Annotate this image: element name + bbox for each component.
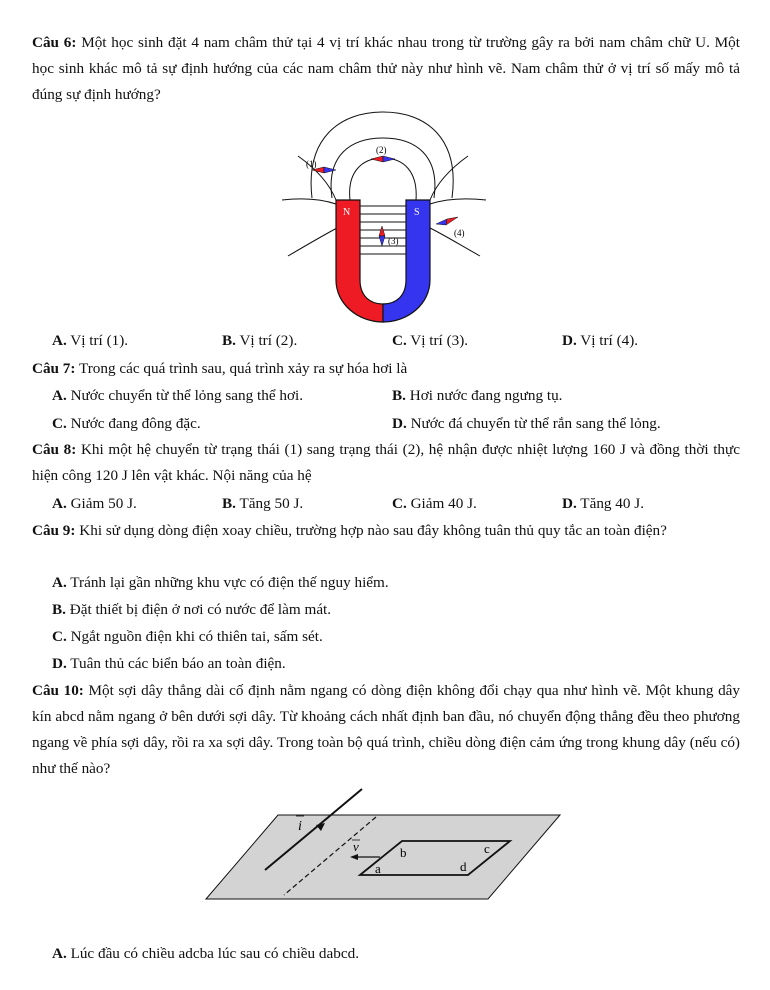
position-label-4: (4) bbox=[454, 228, 465, 238]
compass-needle-2 bbox=[371, 156, 395, 162]
question-6-text bbox=[32, 30, 740, 108]
question-6-label: Câu 6: bbox=[32, 34, 77, 51]
question-6-stem: Một học sinh đặt 4 nam châm thử tại 4 vị trí khác nhau trong từ trường gây ra bởi nam châm chữ U. Một học sinh khác mô tả sự định hướng của các nam châm thử này như hình vẽ. Nam châm thử ở vị trí số mấy mô tả đúng sự định hướng? bbox=[32, 34, 740, 103]
q9-option-a[interactable]: A. Tránh lại gần những khu vực có điện thế nguy hiểm. bbox=[52, 574, 389, 591]
q9-option-d[interactable]: D. Tuân thủ các biển báo an toàn điện. bbox=[52, 655, 286, 672]
question-7-label: Câu 7: bbox=[32, 360, 76, 377]
field-line-outer bbox=[311, 112, 453, 198]
field-line-right-2 bbox=[430, 199, 486, 204]
question-8-text bbox=[32, 437, 740, 489]
question-7-stem: Trong các quá trình sau, quá trình xảy ra sự hóa hơi là bbox=[79, 360, 408, 377]
question-7-text bbox=[32, 356, 740, 382]
q8-option-d[interactable]: D. Tăng 40 J. bbox=[562, 495, 644, 512]
q10-option-a[interactable]: A. Lúc đầu có chiều adcba lúc sau có chiều dabcd. bbox=[52, 945, 359, 962]
question-9-stem: Khi sử dụng dòng điện xoay chiều, trường hợp nào sau đây không tuân thủ quy tắc an toàn điện? bbox=[79, 522, 667, 539]
current-label: i bbox=[298, 819, 302, 834]
vertex-a-label: a bbox=[375, 861, 381, 876]
q9-option-b[interactable]: B. Đặt thiết bị điện ở nơi có nước để làm mát. bbox=[52, 601, 332, 618]
question-9-text bbox=[32, 518, 740, 544]
position-label-3: (3) bbox=[388, 236, 399, 246]
q6-option-a[interactable]: A. Vị trí (1). bbox=[52, 332, 129, 349]
question-8-label: Câu 8: bbox=[32, 441, 77, 458]
position-label-1: (1) bbox=[306, 159, 317, 169]
north-label: N bbox=[343, 207, 351, 218]
field-line-right-1 bbox=[430, 156, 468, 200]
q9-option-c[interactable]: C. Ngắt nguồn điện khi có thiên tai, sấm sét. bbox=[52, 628, 323, 645]
compass-needle-4 bbox=[436, 217, 458, 225]
field-line-left-2 bbox=[282, 199, 336, 204]
vertex-b-label: b bbox=[400, 845, 407, 860]
position-label-2: (2) bbox=[376, 145, 387, 155]
q6-option-d[interactable]: D. Vị trí (4). bbox=[562, 332, 639, 349]
question-10-label: Câu 10: bbox=[32, 682, 84, 699]
vertex-d-label: d bbox=[460, 859, 467, 874]
field-line-left-3 bbox=[288, 228, 337, 256]
north-arm bbox=[336, 200, 383, 322]
u-magnet-figure bbox=[0, 108, 770, 328]
question-10-stem: Một sợi dây thẳng dài cố định nằm ngang có dòng điện không đổi chạy qua như hình vẽ. Một khung dây kín abcd nằm ngang ở bên dưới sợi dây. Từ khoảng cách nhất định ban đầu, nó chuyển động thẳng đều theo phương ngang về phía sợi dây, rồi ra xa sợi dây. Trong toàn bộ quá trình, chiều dòng điện cảm ứng trong khung dây (nếu có) như thế nào? bbox=[32, 682, 740, 777]
question-8-stem: Khi một hệ chuyển từ trạng thái (1) sang trạng thái (2), hệ nhận được nhiệt lượng 160 J và đồng thời thực hiện công 120 J lên vật khác. Nội năng của hệ bbox=[32, 441, 740, 484]
question-9-label: Câu 9: bbox=[32, 522, 76, 539]
q6-option-c[interactable]: C. Vị trí (3). bbox=[392, 332, 469, 349]
q7-option-b[interactable]: B. Hơi nước đang ngưng tụ. bbox=[392, 387, 563, 404]
compass-needle-3 bbox=[379, 226, 385, 246]
south-label: S bbox=[414, 207, 420, 218]
field-line-left-1 bbox=[298, 156, 336, 200]
q8-option-c[interactable]: C. Giảm 40 J. bbox=[392, 495, 477, 512]
vertex-c-label: c bbox=[484, 841, 490, 856]
q7-option-c[interactable]: C. Nước đang đông đặc. bbox=[52, 415, 201, 432]
question-10-text bbox=[32, 678, 740, 782]
south-arm bbox=[383, 200, 430, 322]
q7-option-a[interactable]: A. Nước chuyển từ thể lỏng sang thể hơi. bbox=[52, 387, 304, 404]
velocity-label: v bbox=[353, 839, 359, 854]
q8-option-a[interactable]: A. Giảm 50 J. bbox=[52, 495, 137, 512]
q6-option-b[interactable]: B. Vị trí (2). bbox=[222, 332, 298, 349]
wire-loop-figure bbox=[0, 785, 770, 925]
field-line-inner bbox=[350, 158, 417, 200]
q8-option-b[interactable]: B. Tăng 50 J. bbox=[222, 495, 304, 512]
q7-option-d[interactable]: D. Nước đá chuyển từ thể rắn sang thể lỏng. bbox=[392, 415, 661, 432]
